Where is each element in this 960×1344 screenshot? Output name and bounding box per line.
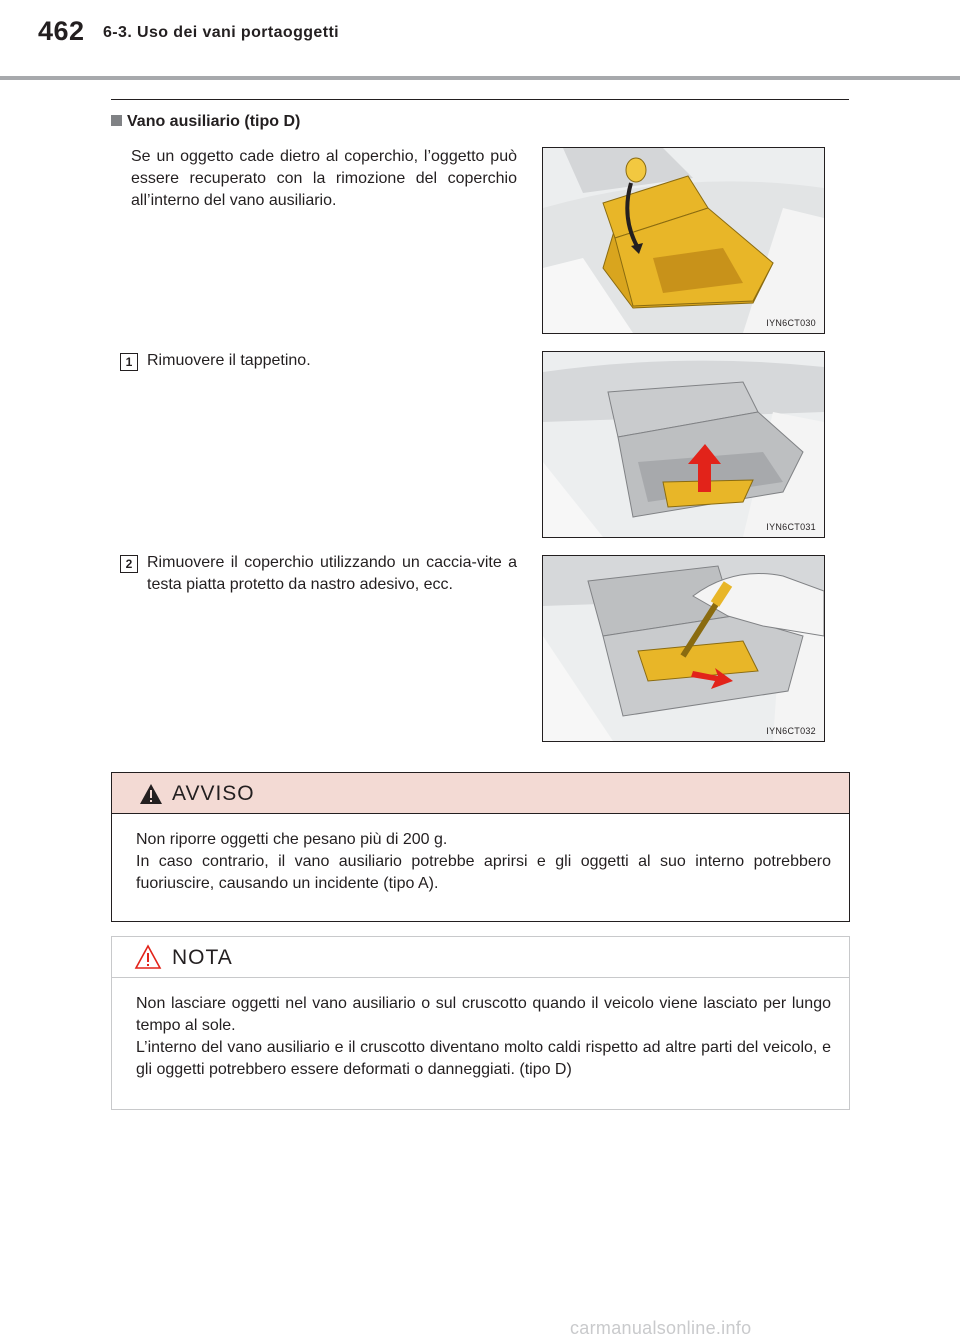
- subsection-heading-text: Vano ausiliario (tipo D): [127, 113, 301, 130]
- notice-box: [111, 936, 850, 1110]
- watermark: carmanualsonline.info: [570, 1318, 752, 1338]
- warning-line-1: Non riporre oggetti che pesano più di 200 g.: [136, 831, 448, 848]
- caution-triangle-icon: [134, 944, 162, 970]
- figure-compartment-cover: [542, 147, 825, 334]
- warning-title: AVVISO: [172, 782, 255, 805]
- content-top-rule: [111, 99, 849, 100]
- remove-cover-illustration: [543, 556, 824, 741]
- figure-code: IYN6CT032: [766, 726, 816, 736]
- page-header: [0, 0, 960, 80]
- notice-line-2: L’interno del vano ausiliario e il cruscotto diventano molto caldi rispetto ad altre parti del veicolo, e gli oggetti potrebbero essere deformati o danneggiati. (tipo D): [136, 1039, 831, 1078]
- notice-title: NOTA: [172, 946, 233, 969]
- remove-mat-illustration: [543, 352, 824, 537]
- figure-remove-cover-screwdriver: [542, 555, 825, 742]
- figure-remove-mat: [542, 351, 825, 538]
- warning-box: [111, 772, 850, 922]
- notice-box-header: [112, 937, 849, 978]
- step-number-1: 1: [120, 353, 138, 371]
- notice-body: [112, 978, 849, 1081]
- warning-triangle-icon: [139, 783, 163, 805]
- page-number: 462: [38, 16, 85, 46]
- subsection-heading: [111, 113, 300, 131]
- intro-paragraph: Se un oggetto cade dietro al coperchio, l’oggetto può essere recuperato con la rimozione del coperchio all’interno del vano ausiliario.: [131, 148, 517, 209]
- step-1-text: Rimuovere il tappetino.: [147, 352, 311, 369]
- notice-line-1: Non lasciare oggetti nel vano ausiliario o sul cruscotto quando il veicolo viene lasciato per lungo tempo al sole.: [136, 995, 831, 1034]
- step-2-text: Rimuovere il coperchio utilizzando un caccia-vite a testa piatta protetto da nastro adesivo, ecc.: [147, 554, 517, 593]
- warning-body: [112, 814, 849, 895]
- section-title: 6-3. Uso dei vani portaoggetti: [103, 24, 340, 41]
- warning-box-header: [112, 773, 849, 814]
- compartment-cover-illustration: [543, 148, 824, 333]
- header-rule: [0, 76, 960, 80]
- square-bullet-icon: [111, 115, 122, 126]
- figure-code: IYN6CT030: [766, 318, 816, 328]
- warning-line-2: In caso contrario, il vano ausiliario potrebbe aprirsi e gli oggetti al suo interno potrebbero fuoriuscire, causando un incidente (tipo A).: [136, 853, 831, 892]
- step-number-2: 2: [120, 555, 138, 573]
- figure-code: IYN6CT031: [766, 522, 816, 532]
